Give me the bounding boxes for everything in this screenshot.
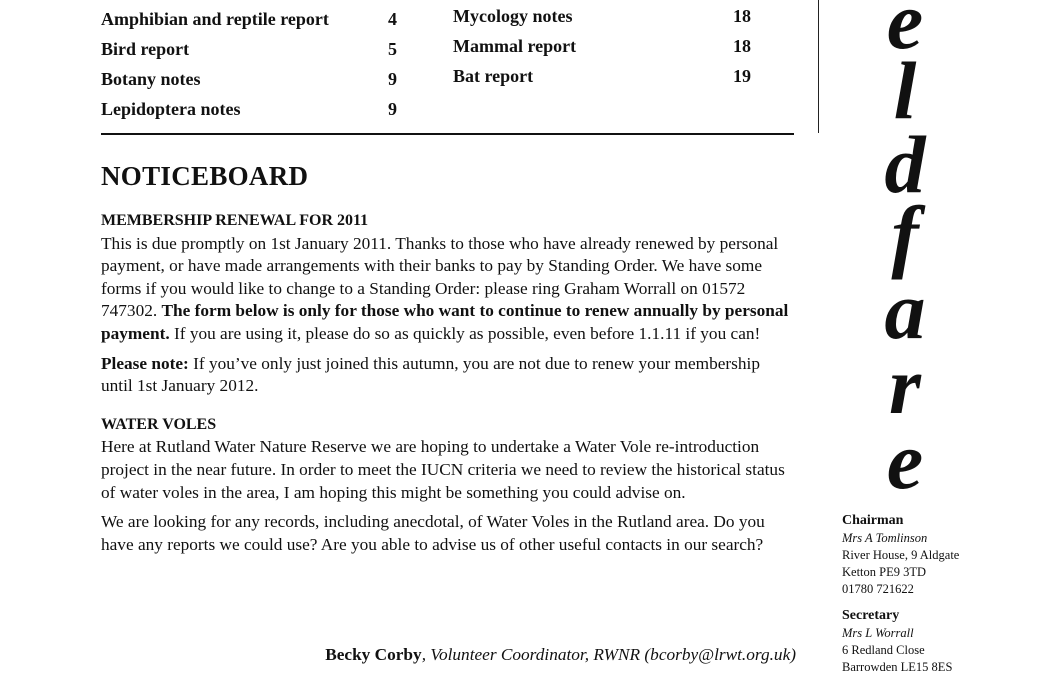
contents-entry — [101, 68, 201, 90]
masthead-letter: e — [886, 415, 924, 506]
officer-name: Mrs A Tomlinson — [842, 531, 928, 545]
officer-address-line: Barrowden LE15 8ES — [842, 660, 953, 674]
contents-entry-page: 5 — [388, 39, 397, 59]
note-text: If you’ve only just joined this autumn, you are not due to renew your membership until 1st January 2012. — [101, 353, 760, 396]
contents-entry-title: Bird report — [101, 39, 190, 59]
masthead-letter: f — [891, 189, 919, 280]
note-label: Please note: — [101, 353, 189, 373]
contents-entry — [101, 38, 189, 60]
membership-bold-text: The form below is only for those who want to continue to renew annually by personal payment. — [101, 301, 789, 343]
officer-role: Secretary — [842, 608, 900, 623]
contents-entry — [101, 98, 241, 120]
contents-entry-page: 18 — [733, 36, 751, 56]
membership-heading: MEMBERSHIP RENEWAL FOR 2011 — [101, 212, 369, 229]
contents-entry-title: Botany notes — [101, 69, 201, 89]
masthead-letter: a — [884, 265, 926, 356]
contents-entry-page: 9 — [388, 99, 397, 119]
contents-entry-title: Amphibian and reptile report — [101, 9, 329, 29]
contents-entry — [453, 35, 576, 57]
section-divider — [101, 133, 794, 135]
masthead-letter: d — [884, 119, 926, 210]
officers-list — [842, 512, 1052, 676]
water-voles-heading: WATER VOLES — [101, 415, 217, 433]
signature-line — [101, 644, 796, 666]
contents-entry-title: Mycology notes — [453, 6, 573, 26]
signature-name: Becky Corby — [325, 645, 422, 664]
column-divider — [818, 0, 819, 133]
officer-address-line: River House, 9 Aldgate — [842, 548, 960, 562]
noticeboard-body — [101, 210, 794, 556]
contents-entry-page: 4 — [388, 9, 397, 29]
officer-name: Mrs L Worrall — [842, 626, 914, 640]
membership-paragraph — [101, 233, 794, 346]
membership-note — [101, 353, 794, 398]
membership-text-end: If you are using it, please do so as quickly as possible, even before 1.1.11 if you can! — [173, 323, 761, 343]
masthead-letter: e — [886, 0, 924, 66]
contents-entry-page: 18 — [733, 6, 751, 26]
masthead-letter: l — [893, 45, 917, 136]
membership-text: This is due promptly on 1st January 2011. Thanks to those who have already renewed by personal payment, or have made arrangements with their banks to pay by Standing Order. We have some forms if you would like to change to a Standing Order: please ring Graham Worrall on 01572 747302. — [101, 233, 779, 321]
noticeboard-heading: NOTICEBOARD — [101, 161, 309, 191]
contents-entry-page: 9 — [388, 69, 397, 89]
contents-entry — [101, 8, 329, 30]
water-voles-paragraph: We are looking for any records, including anecdotal, of Water Voles in the Rutland area. Do you have any reports we could use? Are you able to advise us of other useful contacts in our search? — [101, 512, 765, 554]
contents-list — [101, 0, 801, 130]
contents-entry — [453, 65, 533, 87]
contents-entry-title: Lepidoptera notes — [101, 99, 241, 119]
contents-entry-title: Mammal report — [453, 36, 577, 56]
contents-entry-page: 19 — [733, 66, 751, 86]
officer-role: Chairman — [842, 513, 904, 528]
officer-address-line: Ketton PE9 3TD — [842, 565, 927, 579]
signature-role: , Volunteer Coordinator, RWNR (bcorby@lrwt.org.uk) — [421, 645, 796, 664]
officer-address-line: 6 Redland Close — [842, 643, 925, 657]
water-voles-paragraph: Here at Rutland Water Nature Reserve we are hoping to undertake a Water Vole re-introduction project in the near future. In order to meet the IUCN criteria we need to review the historical status of water voles in the area, I am hoping this might be something you could advise on. — [101, 437, 785, 502]
contents-entry — [453, 5, 572, 27]
officer-phone: 01780 721622 — [842, 582, 914, 596]
contents-entry-title: Bat report — [453, 66, 534, 86]
masthead-letter: r — [889, 340, 921, 431]
